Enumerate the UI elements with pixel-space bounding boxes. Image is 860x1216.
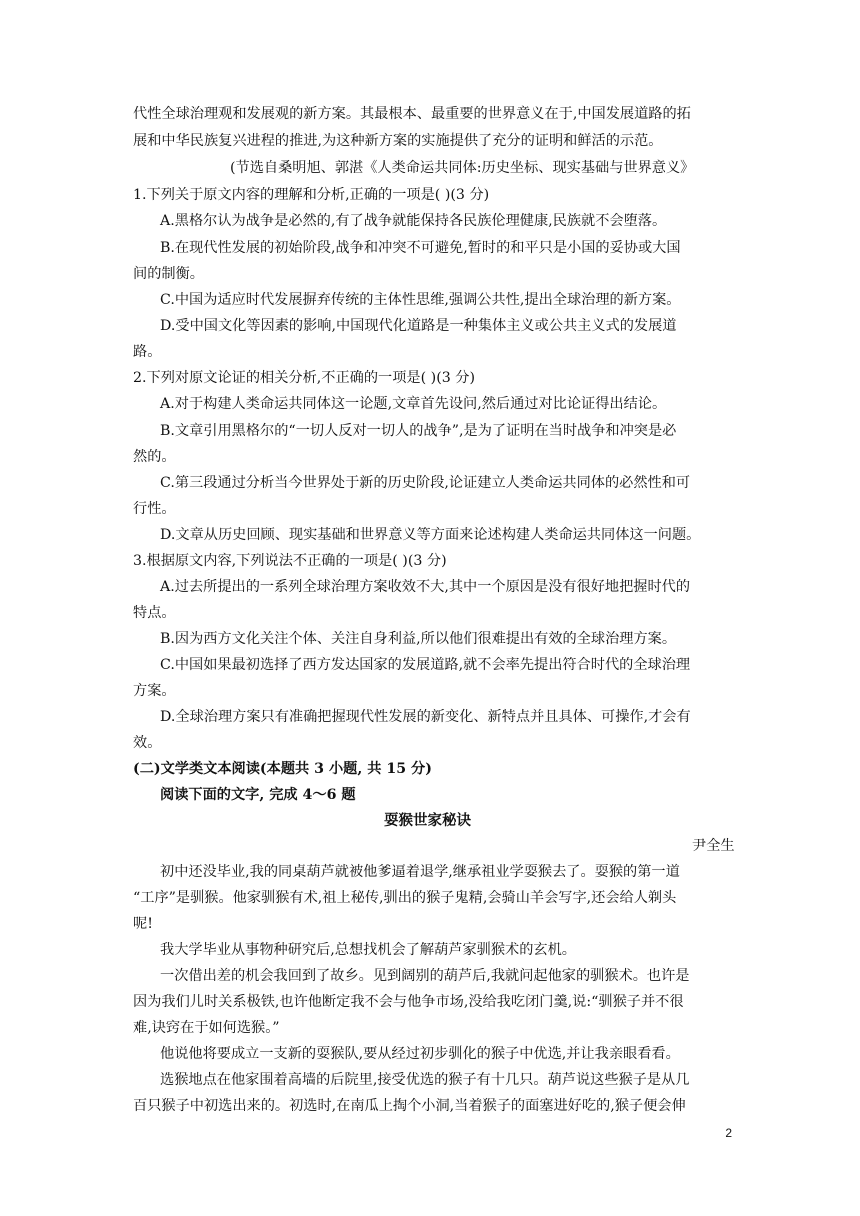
option-line: A.过去所提出的一系列全球治理方案收效不大,其中一个原因是没有很好地把握时代的 (160, 579, 691, 595)
story-line: 初中还没毕业,我的同桌葫芦就被他爹逼着退学,继承祖业学耍猴去了。耍猴的第一道 (160, 864, 680, 880)
option-line: 特点。 (133, 605, 176, 621)
option-line: D.文章从历史回顾、现实基础和世界意义等方面来论述构建人类命运共同体这一问题。 (160, 527, 701, 543)
option-line: 方案。 (133, 683, 176, 699)
option-line: A.黑格尔认为战争是必然的,有了战争就能保持各民族伦理健康,民族就不会堕落。 (160, 213, 667, 229)
story-line: 选猴地点在他家围着高墙的后院里,接受优选的猴子有十几只。葫芦说这些猴子是从几 (160, 1072, 690, 1088)
option-line: C.中国为适应时代发展摒弃传统的主体性思维,强调公共性,提出全球治理的新方案。 (160, 292, 681, 308)
story-author: 尹全生 (692, 838, 735, 854)
option-line: D.受中国文化等因素的影响,中国现代化道路是一种集体主义或公共主义式的发展道 (160, 318, 677, 334)
option-line: D.全球治理方案只有准确把握现代性发展的新变化、新特点并且具体、可操作,才会有 (160, 709, 691, 725)
intro-line: 展和中华民族复兴进程的推进,为这种新方案的实施提供了充分的证明和鲜活的示范。 (133, 133, 663, 149)
story-line: 因为我们儿时关系极铁,也许他断定我不会与他争市场,没给我吃闭门羹,说:“驯猴子并不很 (133, 994, 684, 1010)
option-line: 行性。 (133, 501, 176, 517)
option-line: C.第三段通过分析当今世界处于新的历史阶段,论证建立人类命运共同体的必然性和可 (160, 475, 691, 491)
option-line: C.中国如果最初选择了西方发达国家的发展道路,就不会率先提出符合时代的全球治理 (160, 657, 691, 673)
story-line: 一次借出差的机会我回到了故乡。见到阔别的葫芦后,我就问起他家的驯猴术。也许是 (160, 968, 690, 984)
option-line: B.文章引用黑格尔的“一切人反对一切人的战争”,是为了证明在当时战争和冲突是必 (160, 423, 677, 439)
story-line: 我大学毕业从事物种研究后,总想找机会了解葫芦家驯猴术的玄机。 (160, 942, 576, 958)
option-line: 间的制衡。 (133, 266, 204, 282)
story-line: 他说他将要成立一支新的耍猴队,要从经过初步驯化的猴子中优选,并让我亲眼看看。 (160, 1046, 680, 1062)
story-title: 耍猴世家秘诀 (384, 813, 471, 829)
section-instruction: 阅读下面的文字, 完成 4～6 题 (160, 787, 356, 803)
option-line: 然的。 (133, 449, 176, 465)
intro-line: 代性全球治理观和发展观的新方案。其最根本、最重要的世界意义在于,中国发展道路的拓 (133, 106, 691, 122)
question-stem: 2.下列对原文论证的相关分析,不正确的一项是( )(3 分) (133, 370, 475, 386)
story-line: 呢! (133, 916, 153, 932)
story-line: 百只猴子中初选出来的。初选时,在南瓜上掏个小洞,当着猴子的面塞进好吃的,猴子便会伸 (133, 1098, 686, 1114)
option-line: B.因为西方文化关注个体、关注自身利益,所以他们很难提出有效的全球治理方案。 (160, 631, 677, 647)
option-line: B.在现代性发展的初始阶段,战争和冲突不可避免,暂时的和平只是小国的妥协或大国 (160, 240, 681, 256)
option-line: 路。 (133, 344, 162, 360)
source-citation: (节选自桑明旭、郭湛《人类命运共同体:历史坐标、现实基础与世界意义》 (230, 160, 695, 176)
page-number: 2 (725, 1126, 732, 1140)
option-line: A.对于构建人类命运共同体这一论题,文章首先设问,然后通过对比论证得出结论。 (160, 396, 667, 412)
story-line: 难,诀窍在于如何选猴。” (133, 1020, 280, 1036)
section-heading: (二)文学类文本阅读(本题共 3 小题, 共 15 分) (133, 761, 432, 777)
option-line: 效。 (133, 735, 162, 751)
question-stem: 3.根据原文内容,下列说法不正确的一项是( )(3 分) (133, 553, 447, 569)
story-line: “工序”是驯猴。他家驯猴有术,祖上秘传,驯出的猴子鬼精,会骑山羊会写字,还会给人剃头 (133, 890, 677, 906)
question-stem: 1.下列关于原文内容的理解和分析,正确的一项是( )(3 分) (133, 187, 490, 203)
